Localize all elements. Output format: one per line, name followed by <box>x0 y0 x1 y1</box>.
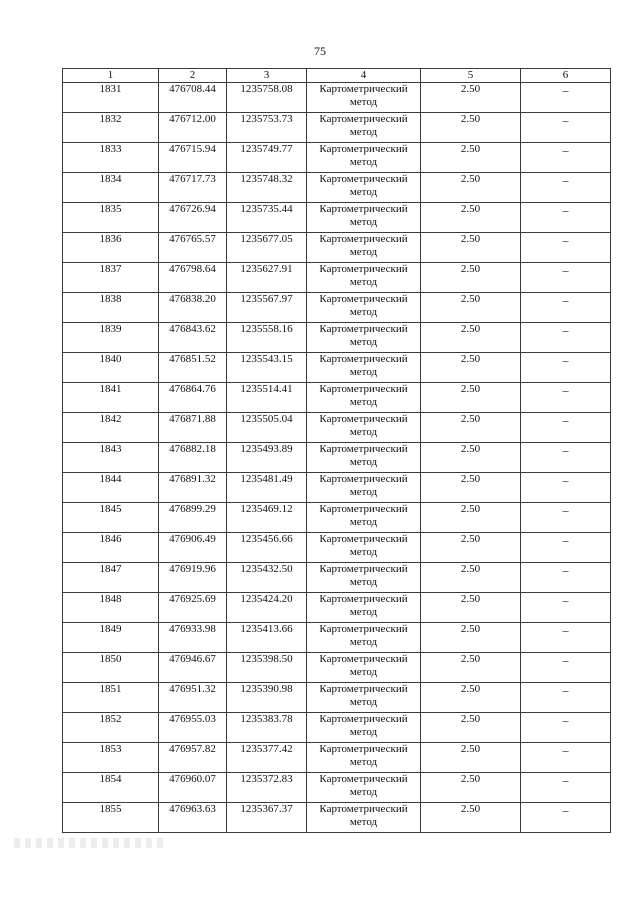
x-coordinate-cell: 476925.69 <box>159 593 227 623</box>
method-cell <box>307 353 421 383</box>
method-line-1: Картометрический <box>319 503 408 515</box>
accuracy-cell: 2.50 <box>421 443 521 473</box>
table-body <box>63 83 611 833</box>
method-line-2: метод <box>349 726 378 738</box>
note-cell: – <box>521 593 611 623</box>
table-row <box>63 503 611 533</box>
accuracy-cell: 2.50 <box>421 293 521 323</box>
method-cell <box>307 323 421 353</box>
y-coordinate-cell: 1235749.77 <box>227 143 307 173</box>
y-coordinate-cell: 1235505.04 <box>227 413 307 443</box>
method-cell <box>307 143 421 173</box>
method-line-2: метод <box>349 246 378 258</box>
table-row <box>63 653 611 683</box>
method-cell <box>307 443 421 473</box>
point-number-cell: 1831 <box>63 83 159 113</box>
point-number-cell: 1854 <box>63 773 159 803</box>
y-coordinate-cell: 1235627.91 <box>227 263 307 293</box>
x-coordinate-cell: 476933.98 <box>159 623 227 653</box>
y-coordinate-cell: 1235735.44 <box>227 203 307 233</box>
method-line-2: метод <box>349 606 378 618</box>
y-coordinate-cell: 1235558.16 <box>227 323 307 353</box>
method-line-2: метод <box>349 786 378 798</box>
column-header-4: 4 <box>307 69 421 83</box>
method-line-2: метод <box>349 396 378 408</box>
method-line-1: Картометрический <box>319 743 408 755</box>
point-number-cell: 1838 <box>63 293 159 323</box>
method-line-1: Картометрический <box>319 593 408 605</box>
method-cell <box>307 383 421 413</box>
note-cell: – <box>521 173 611 203</box>
x-coordinate-cell: 476919.96 <box>159 563 227 593</box>
accuracy-cell: 2.50 <box>421 233 521 263</box>
note-cell: – <box>521 653 611 683</box>
y-coordinate-cell: 1235456.66 <box>227 533 307 563</box>
method-cell <box>307 743 421 773</box>
point-number-cell: 1843 <box>63 443 159 473</box>
point-number-cell: 1835 <box>63 203 159 233</box>
x-coordinate-cell: 476871.88 <box>159 413 227 443</box>
table-row <box>63 743 611 773</box>
method-line-1: Картометрический <box>319 803 408 815</box>
accuracy-cell: 2.50 <box>421 773 521 803</box>
note-cell: – <box>521 563 611 593</box>
note-cell: – <box>521 533 611 563</box>
accuracy-cell: 2.50 <box>421 623 521 653</box>
method-cell <box>307 653 421 683</box>
note-cell: – <box>521 83 611 113</box>
accuracy-cell: 2.50 <box>421 113 521 143</box>
note-cell: – <box>521 443 611 473</box>
note-cell: – <box>521 773 611 803</box>
note-cell: – <box>521 233 611 263</box>
accuracy-cell: 2.50 <box>421 473 521 503</box>
method-cell <box>307 683 421 713</box>
table-row <box>63 623 611 653</box>
method-line-1: Картометрический <box>319 173 408 185</box>
note-cell: – <box>521 503 611 533</box>
x-coordinate-cell: 476765.57 <box>159 233 227 263</box>
point-number-cell: 1851 <box>63 683 159 713</box>
x-coordinate-cell: 476957.82 <box>159 743 227 773</box>
point-number-cell: 1850 <box>63 653 159 683</box>
method-cell <box>307 803 421 833</box>
table-row <box>63 383 611 413</box>
note-cell: – <box>521 743 611 773</box>
x-coordinate-cell: 476951.32 <box>159 683 227 713</box>
table-row <box>63 203 611 233</box>
method-line-2: метод <box>349 636 378 648</box>
y-coordinate-cell: 1235481.49 <box>227 473 307 503</box>
table-row <box>63 293 611 323</box>
y-coordinate-cell: 1235758.08 <box>227 83 307 113</box>
x-coordinate-cell: 476955.03 <box>159 713 227 743</box>
accuracy-cell: 2.50 <box>421 503 521 533</box>
method-line-1: Картометрический <box>319 533 408 545</box>
method-line-2: метод <box>349 366 378 378</box>
method-line-2: метод <box>349 126 378 138</box>
method-line-2: метод <box>349 546 378 558</box>
method-line-2: метод <box>349 276 378 288</box>
y-coordinate-cell: 1235469.12 <box>227 503 307 533</box>
y-coordinate-cell: 1235424.20 <box>227 593 307 623</box>
accuracy-cell: 2.50 <box>421 803 521 833</box>
table-row <box>63 773 611 803</box>
point-number-cell: 1853 <box>63 743 159 773</box>
method-line-1: Картометрический <box>319 623 408 635</box>
coordinates-table <box>62 68 611 833</box>
note-cell: – <box>521 323 611 353</box>
accuracy-cell: 2.50 <box>421 563 521 593</box>
method-line-2: метод <box>349 216 378 228</box>
note-cell: – <box>521 383 611 413</box>
table-row <box>63 263 611 293</box>
note-cell: – <box>521 713 611 743</box>
x-coordinate-cell: 476906.49 <box>159 533 227 563</box>
x-coordinate-cell: 476717.73 <box>159 173 227 203</box>
table-row <box>63 353 611 383</box>
table-row <box>63 173 611 203</box>
header-row <box>63 69 611 83</box>
method-cell <box>307 473 421 503</box>
table-row <box>63 113 611 143</box>
note-cell: – <box>521 803 611 833</box>
method-line-1: Картометрический <box>319 383 408 395</box>
method-line-1: Картометрический <box>319 443 408 455</box>
method-line-2: метод <box>349 186 378 198</box>
y-coordinate-cell: 1235753.73 <box>227 113 307 143</box>
method-line-1: Картометрический <box>319 563 408 575</box>
table-row <box>63 713 611 743</box>
method-line-2: метод <box>349 96 378 108</box>
point-number-cell: 1834 <box>63 173 159 203</box>
table-row <box>63 143 611 173</box>
y-coordinate-cell: 1235543.15 <box>227 353 307 383</box>
y-coordinate-cell: 1235493.89 <box>227 443 307 473</box>
method-line-2: метод <box>349 756 378 768</box>
table-row <box>63 323 611 353</box>
table-row <box>63 563 611 593</box>
table-row <box>63 83 611 113</box>
method-cell <box>307 713 421 743</box>
x-coordinate-cell: 476708.44 <box>159 83 227 113</box>
x-coordinate-cell: 476798.64 <box>159 263 227 293</box>
note-cell: – <box>521 683 611 713</box>
method-cell <box>307 173 421 203</box>
method-line-2: метод <box>349 516 378 528</box>
accuracy-cell: 2.50 <box>421 683 521 713</box>
accuracy-cell: 2.50 <box>421 203 521 233</box>
x-coordinate-cell: 476960.07 <box>159 773 227 803</box>
point-number-cell: 1847 <box>63 563 159 593</box>
note-cell: – <box>521 353 611 383</box>
y-coordinate-cell: 1235398.50 <box>227 653 307 683</box>
x-coordinate-cell: 476946.67 <box>159 653 227 683</box>
accuracy-cell: 2.50 <box>421 263 521 293</box>
table-row <box>63 533 611 563</box>
method-cell <box>307 533 421 563</box>
method-line-2: метод <box>349 426 378 438</box>
method-line-1: Картометрический <box>319 113 408 125</box>
column-header-5: 5 <box>421 69 521 83</box>
table-row <box>63 233 611 263</box>
y-coordinate-cell: 1235748.32 <box>227 173 307 203</box>
method-line-1: Картометрический <box>319 233 408 245</box>
table-row <box>63 473 611 503</box>
x-coordinate-cell: 476843.62 <box>159 323 227 353</box>
method-line-1: Картометрический <box>319 713 408 725</box>
note-cell: – <box>521 263 611 293</box>
note-cell: – <box>521 203 611 233</box>
y-coordinate-cell: 1235383.78 <box>227 713 307 743</box>
method-line-1: Картометрический <box>319 473 408 485</box>
point-number-cell: 1839 <box>63 323 159 353</box>
method-line-1: Картометрический <box>319 683 408 695</box>
point-number-cell: 1832 <box>63 113 159 143</box>
note-cell: – <box>521 143 611 173</box>
accuracy-cell: 2.50 <box>421 533 521 563</box>
accuracy-cell: 2.50 <box>421 653 521 683</box>
point-number-cell: 1852 <box>63 713 159 743</box>
table-header <box>63 69 611 83</box>
point-number-cell: 1845 <box>63 503 159 533</box>
accuracy-cell: 2.50 <box>421 323 521 353</box>
point-number-cell: 1846 <box>63 533 159 563</box>
note-cell: – <box>521 113 611 143</box>
method-line-1: Картометрический <box>319 653 408 665</box>
x-coordinate-cell: 476864.76 <box>159 383 227 413</box>
method-cell <box>307 233 421 263</box>
y-coordinate-cell: 1235390.98 <box>227 683 307 713</box>
x-coordinate-cell: 476838.20 <box>159 293 227 323</box>
accuracy-cell: 2.50 <box>421 743 521 773</box>
x-coordinate-cell: 476963.63 <box>159 803 227 833</box>
method-line-1: Картометрический <box>319 773 408 785</box>
x-coordinate-cell: 476891.32 <box>159 473 227 503</box>
x-coordinate-cell: 476899.29 <box>159 503 227 533</box>
method-line-2: метод <box>349 816 378 828</box>
method-line-1: Картометрический <box>319 263 408 275</box>
method-cell <box>307 773 421 803</box>
point-number-cell: 1837 <box>63 263 159 293</box>
point-number-cell: 1842 <box>63 413 159 443</box>
y-coordinate-cell: 1235372.83 <box>227 773 307 803</box>
page-number: 75 <box>314 44 326 58</box>
method-cell <box>307 113 421 143</box>
method-line-2: метод <box>349 696 378 708</box>
y-coordinate-cell: 1235377.42 <box>227 743 307 773</box>
point-number-cell: 1848 <box>63 593 159 623</box>
point-number-cell: 1833 <box>63 143 159 173</box>
table-row <box>63 443 611 473</box>
method-cell <box>307 563 421 593</box>
x-coordinate-cell: 476726.94 <box>159 203 227 233</box>
accuracy-cell: 2.50 <box>421 593 521 623</box>
method-line-2: метод <box>349 456 378 468</box>
scan-artifact <box>14 838 164 848</box>
method-cell <box>307 263 421 293</box>
method-line-1: Картометрический <box>319 293 408 305</box>
note-cell: – <box>521 293 611 323</box>
point-number-cell: 1841 <box>63 383 159 413</box>
table-row <box>63 593 611 623</box>
method-cell <box>307 293 421 323</box>
method-line-1: Картометрический <box>319 353 408 365</box>
method-cell <box>307 83 421 113</box>
column-header-6: 6 <box>521 69 611 83</box>
method-line-1: Картометрический <box>319 83 408 95</box>
point-number-cell: 1840 <box>63 353 159 383</box>
method-cell <box>307 413 421 443</box>
x-coordinate-cell: 476851.52 <box>159 353 227 383</box>
accuracy-cell: 2.50 <box>421 713 521 743</box>
point-number-cell: 1849 <box>63 623 159 653</box>
method-line-1: Картометрический <box>319 143 408 155</box>
point-number-cell: 1836 <box>63 233 159 263</box>
accuracy-cell: 2.50 <box>421 173 521 203</box>
x-coordinate-cell: 476715.94 <box>159 143 227 173</box>
point-number-cell: 1855 <box>63 803 159 833</box>
accuracy-cell: 2.50 <box>421 353 521 383</box>
column-header-2: 2 <box>159 69 227 83</box>
note-cell: – <box>521 413 611 443</box>
accuracy-cell: 2.50 <box>421 413 521 443</box>
y-coordinate-cell: 1235514.41 <box>227 383 307 413</box>
y-coordinate-cell: 1235567.97 <box>227 293 307 323</box>
method-line-2: метод <box>349 666 378 678</box>
accuracy-cell: 2.50 <box>421 143 521 173</box>
accuracy-cell: 2.50 <box>421 83 521 113</box>
table-row <box>63 413 611 443</box>
method-cell <box>307 503 421 533</box>
method-cell <box>307 203 421 233</box>
method-cell <box>307 623 421 653</box>
y-coordinate-cell: 1235677.05 <box>227 233 307 263</box>
method-line-1: Картометрический <box>319 203 408 215</box>
y-coordinate-cell: 1235432.50 <box>227 563 307 593</box>
method-line-1: Картометрический <box>319 413 408 425</box>
method-line-2: метод <box>349 306 378 318</box>
accuracy-cell: 2.50 <box>421 383 521 413</box>
point-number-cell: 1844 <box>63 473 159 503</box>
method-cell <box>307 593 421 623</box>
method-line-2: метод <box>349 486 378 498</box>
y-coordinate-cell: 1235413.66 <box>227 623 307 653</box>
y-coordinate-cell: 1235367.37 <box>227 803 307 833</box>
method-line-1: Картометрический <box>319 323 408 335</box>
x-coordinate-cell: 476712.00 <box>159 113 227 143</box>
method-line-2: метод <box>349 336 378 348</box>
x-coordinate-cell: 476882.18 <box>159 443 227 473</box>
table-row <box>63 803 611 833</box>
note-cell: – <box>521 473 611 503</box>
method-line-2: метод <box>349 156 378 168</box>
table-row <box>63 683 611 713</box>
column-header-3: 3 <box>227 69 307 83</box>
column-header-1: 1 <box>63 69 159 83</box>
method-line-2: метод <box>349 576 378 588</box>
note-cell: – <box>521 623 611 653</box>
